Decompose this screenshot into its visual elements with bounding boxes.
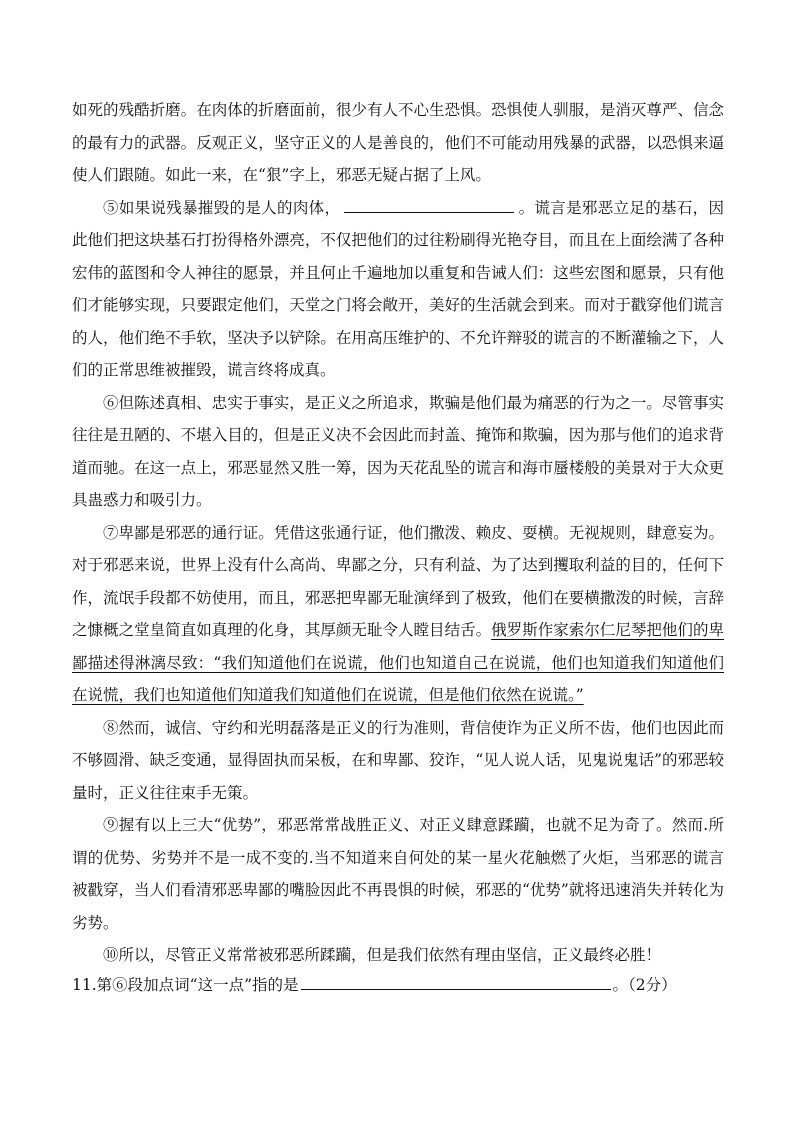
question-11-prompt: 11.第⑥段加点词“这一点”指的是 bbox=[72, 976, 299, 994]
paragraph-6: ⑥但陈述真相、忠实于事实，是正义之所追求，欺骗是他们最为痛恶的行为之一。尽管事实往往是丑陋的、不堪入目的，但是正义决不会因此而封盖、掩饰和欺骗，因为那与他们的追求背道而驰。在这一点上，邪恶显然又胜一筹，因为天花乱坠的谎言和海市蜃楼般的美景对于大众更具蛊惑力和吸引力。 bbox=[72, 393, 724, 509]
paragraph-intro: 如死的残酷折磨。在肉体的折磨面前，很少有人不心生恐惧。恐惧使人驯服，是消灭尊严、信念的最有力的武器。反观正义，坚守正义的人是善良的，他们不可能动用残暴的武器，以恐惧来逼使人们跟随。如此一来，在“狠”字上，邪恶无疑占据了上风。 bbox=[72, 101, 724, 184]
paragraph-5-rest: 。谎言是邪恶立足的基石，因此他们把这块基石打扮得格外漂亮，不仅把他们的过往粉刷得光艳夺目，而且在上面绘满了各种宏伟的蓝图和令人神往的愿景，并且何止千遍地加以重复和告诫人们：这些宏图和愿景，只有他们才能够实现，只要跟定他们，天堂之门将会敞开，美好的生活就会到来。而对于戳穿他们谎言的人，他们绝不手软，坚决予以铲除。在用高压维护的、不允许辩驳的谎言的不断灌输之下，人们的正常思维被摧毁，谎言终将成真。 bbox=[72, 198, 724, 379]
paragraph-9: ⑨握有以上三大“优势”，邪恶常常战胜正义、对正义肆意蹂躏，也就不足为奇了。然而.所谓的优势、劣势并不是一成不变的.当不知道来自何处的某一星火花触燃了火炬，当邪恶的谎言被戳穿，当人们看清邪恶卑鄙的嘴脸因此不再畏惧的时候，邪恶的“优势”就将迅速消失并转化为劣势。 bbox=[72, 816, 724, 932]
paragraph-5 bbox=[72, 192, 724, 387]
paragraph-7 bbox=[72, 517, 724, 712]
question-11-points: 。（2分） bbox=[612, 976, 677, 994]
passage bbox=[72, 94, 724, 972]
question-11 bbox=[72, 970, 752, 1000]
paragraph-10: ⑩所以，尽管正义常常被邪恶所蹂躏，但是我们依然有理由坚信，正义最终必胜！ bbox=[103, 946, 662, 964]
paragraph-7-underlined-quote: 俄罗斯作家索尔仁尼琴把他们的卑鄙描述得淋漓尽致：“我们知道他们在说谎，他们也知道自己在说谎，他们也知道我们知道他们在说慌，我们也知道他们知道我们知道他们在说谎，但是他们依然在说谎。” bbox=[72, 621, 724, 704]
paragraph-5-start: ⑤如果说残暴摧毁的是人的肉体， bbox=[103, 198, 341, 217]
paragraph-7-text: ⑦卑鄙是邪恶的通行证。凭借这张通行证，他们撒泼、赖皮、耍横。无视规则，肆意妄为。对于邪恶来说，世界上没有什么高尚、卑鄙之分，只有利益、为了达到攫取利益的目的，任何下作，流氓手段都不妨使用，而且，邪恶把卑鄙无耻演绎到了极致，他们在要横撒泼的时候，言辞之慷概之堂皇简直如真理的化身，其厚颜无耻令人瞠目结舌。 bbox=[72, 523, 724, 639]
fill-in-blank-p5[interactable] bbox=[344, 198, 514, 213]
answer-blank-11[interactable] bbox=[301, 975, 611, 990]
paragraph-8: ⑧然而，诚信、守约和光明磊落是正义的行为准则，背信使诈为正义所不齿，他们也因此而不够圆滑、缺乏变通，显得固执而呆板，在和卑鄙、狡诈，“见人说人话，见鬼说鬼话”的邪恶较量时，正义往往束手无策。 bbox=[72, 718, 724, 802]
